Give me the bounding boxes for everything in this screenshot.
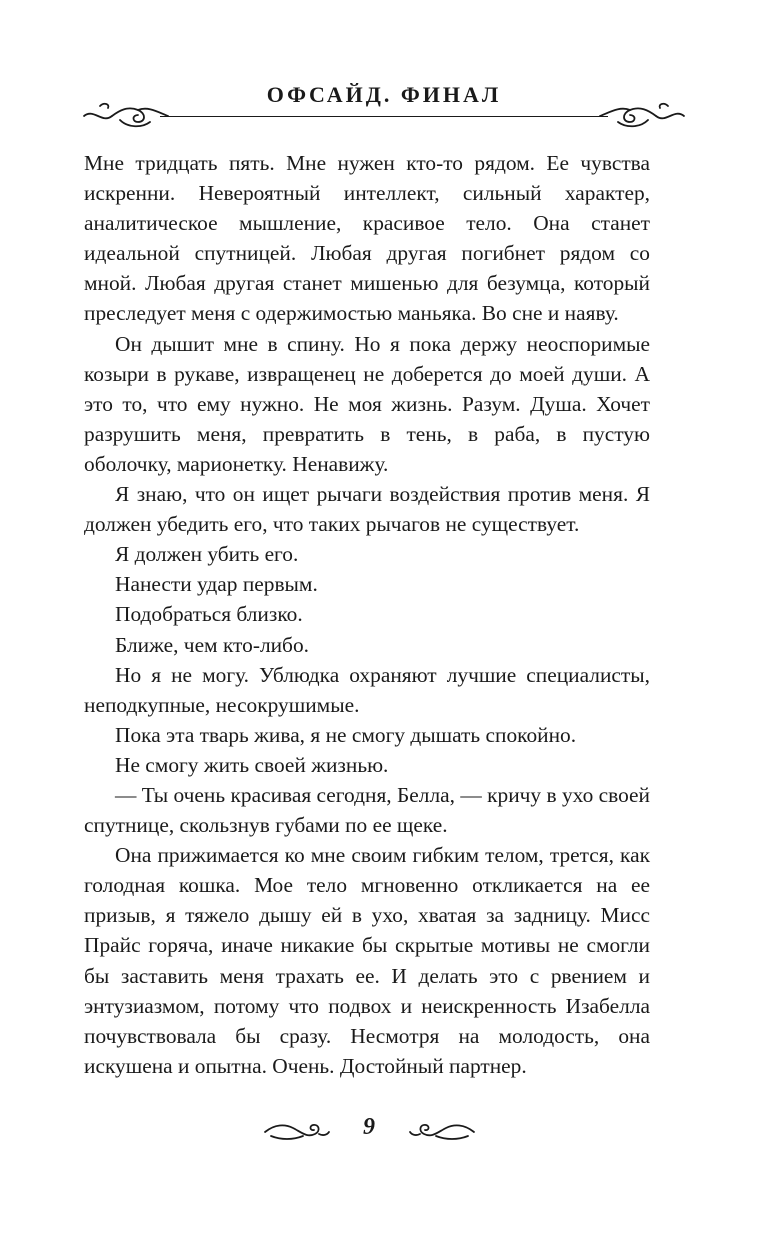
page-body-text <box>84 148 650 1081</box>
page-footer <box>0 1110 768 1150</box>
paragraph: Он дышит мне в спину. Но я пока держу неоспоримые козыри в рукаве, извращенец не доберется до моей души. А это то, что ему нужно. Не моя жизнь. Разум. Душа. Хочет разрушить меня, превратить в тень, в раба, в пустую оболочку, марионетку. Ненавижу. <box>84 331 650 476</box>
paragraph: Мне тридцать пять. Мне нужен кто-то рядом. Ее чувства искренни. Невероятный интеллект, сильный характер, аналитическое мышление, красивое тело. Она станет идеальной спутницей. Любая другая погибнет рядом со мной. Любая другая станет мишенью для безумца, который преследует меня с одержимостью маньяка. Во сне и наяву. <box>84 151 650 326</box>
paragraph: Подобраться близко. <box>115 602 303 627</box>
paragraph: Ближе, чем кто-либо. <box>115 632 309 657</box>
paragraph: Я знаю, что он ищет рычаги воздействия против меня. Я должен убедить его, что таких рычагов не существует. <box>84 482 650 537</box>
flourish-right-icon <box>408 1116 476 1144</box>
page-number: 9 <box>363 1114 375 1140</box>
paragraph: Пока эта тварь жива, я не смогу дышать спокойно. <box>115 722 577 747</box>
paragraph: Я должен убить его. <box>115 542 299 567</box>
flourish-right-icon <box>598 98 688 132</box>
running-header <box>0 68 768 138</box>
flourish-left-icon <box>263 1116 331 1144</box>
running-title: ОФСАЙД. ФИНАЛ <box>266 82 502 107</box>
paragraph: — Ты очень красивая сегодня, Белла, — кричу в ухо своей спутнице, скользнув губами по ее щеке. <box>84 782 650 838</box>
paragraph: Нанести удар первым. <box>115 572 318 597</box>
header-rule <box>160 116 608 117</box>
paragraph: Она прижимается ко мне своим гибким телом, трется, как голодная кошка. Мое тело мгновенно откликается на ее призыв, я тяжело дышу ей в ухо, хватая за задницу. Мисс Прайс горяча, иначе никакие бы скрытые мотивы не смогли бы заставить меня трахать ее. И делать это с рвением и энтузиазмом, потому что подвох и неискренность Изабелла почувствовала бы сразу. Несмотря на молодость, она искушена и опытна. Очень. Достойный партнер. <box>84 843 650 1078</box>
paragraph: Но я не могу. Ублюдка охраняют лучшие специалисты, неподкупные, несокрушимые. <box>84 662 650 717</box>
paragraph: Не смогу жить своей жизнью. <box>115 752 389 777</box>
flourish-left-icon <box>80 98 170 132</box>
